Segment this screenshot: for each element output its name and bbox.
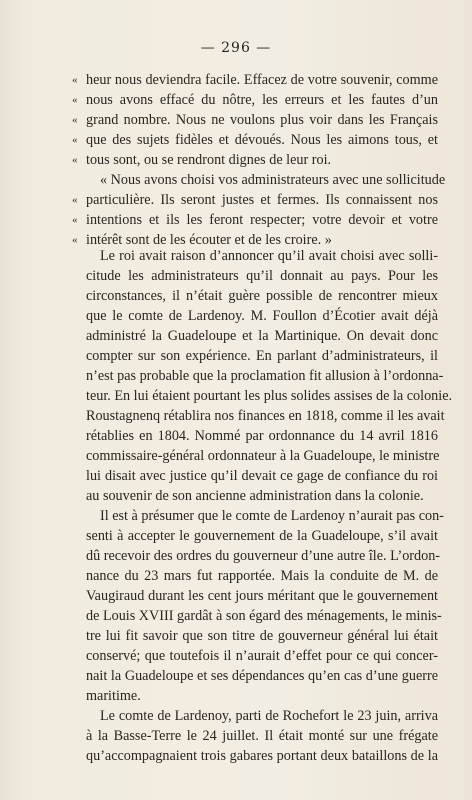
text-line: lui disait avec justice qu’il devait ce gage de confiance du roi <box>86 468 438 484</box>
text-line: à la Basse-Terre le 24 juillet. Il était monté sur une frégate <box>86 728 438 744</box>
quote-mark: « <box>72 94 78 106</box>
page-number: — 296 — <box>200 40 272 56</box>
text-line: commissaire-général ordonnateur à la Guadeloupe, le ministre <box>86 448 440 464</box>
quote-line: « que des sujets fidèles et dévoués. Nous les aimons tous, et <box>72 132 438 148</box>
proclamation-quote <box>72 70 446 250</box>
body-text <box>86 246 453 766</box>
quote-mark: « <box>72 194 78 206</box>
quote-mark: « <box>72 114 78 126</box>
text-line: maritime. <box>86 688 141 704</box>
quote-line: « intérêt sont de les écouter et de les croire. » <box>72 232 332 248</box>
quote-line: « nous avons effacé du nôtre, les erreurs et les fautes d’un <box>72 92 438 108</box>
text-line: Vaugiraud durant les cent jours méritant que le gouvernement <box>86 588 438 604</box>
text-line: compter sur son expérience. En parlant d’administrateurs, il <box>86 348 438 364</box>
text-line: Le comte de Lardenoy, parti de Rochefort le 23 juin, arriva <box>100 708 438 724</box>
quote-line: « intentions et ils les feront respecter; votre devoir et votre <box>72 212 438 228</box>
text-line: de Louis XVIII gardât à son égard des ménagements, le minis- <box>86 608 442 624</box>
quote-mark: « <box>72 74 78 86</box>
text-line: conservé; que toutefois il n’aurait d’effet pour ce qui concer- <box>86 648 438 664</box>
text-line: n’est pas probable que la proclamation fit allusion à l’ordonna- <box>86 368 444 384</box>
quote-mark: « <box>72 214 78 226</box>
text-line: teur. En lui étaient pourtant les plus solides assises de la colonie. <box>86 388 453 404</box>
text-line: que le comte de Lardenoy. M. Foullon d’Écotier avait déjà <box>86 308 438 324</box>
quote-line: « Nous avons choisi vos administrateurs avec une sollicitude <box>100 172 446 188</box>
text-line: tre lui fit savoir que son titre de gouverneur général lui était <box>86 628 438 644</box>
text-line: Le roi avait raison d’annoncer qu’il avait choisi avec solli- <box>100 248 438 264</box>
text-line: citude les administrateurs qu’il donnait au pays. Pour les <box>86 268 438 284</box>
quote-line: « tous sont, ou se rendront dignes de leur roi. <box>72 152 332 168</box>
quote-line: « particulière. Ils seront justes et fermes. Ils connaissent nos <box>72 192 438 208</box>
text-line: dû recevoir des ordres du gouverneur d’une autre île. L’ordon- <box>86 548 441 564</box>
quote-mark: « <box>72 154 78 166</box>
text-line: circonstances, il n’était guère possible de rencontrer mieux <box>86 288 438 304</box>
quote-line: « heur nous deviendra facile. Effacez de votre souvenir, comme <box>72 72 438 88</box>
text-line: qu’accompagnaient trois gabares portant deux bataillons de la <box>86 748 438 764</box>
text-line: nait la Guadeloupe et ses dépendances qu’en cas d’une guerre <box>86 668 438 684</box>
text-line: Roustagnenq rétablira nos finances en 1818, comme il les avait <box>86 408 445 424</box>
text-line: rétablies en 1804. Nommé par ordonnance du 14 avril 1816 <box>86 428 438 444</box>
quote-mark: « <box>72 134 78 146</box>
quote-line: « grand nombre. Nous ne voulons plus voir dans les Français <box>72 112 438 128</box>
quote-mark: « <box>72 234 78 246</box>
text-line: nance du 23 mars fut rapportée. Mais la conduite de M. de <box>86 568 438 584</box>
text-line: Il est à présumer que le comte de Lardenoy n’aurait pas con- <box>100 508 444 524</box>
text-line: senti à accepter le gouvernement de la Guadeloupe, s’il avait <box>86 528 438 544</box>
text-line: administré la Guadeloupe et la Martinique. On devait donc <box>86 328 438 344</box>
text-line: au souvenir de son ancienne administration dans la colonie. <box>86 488 424 504</box>
